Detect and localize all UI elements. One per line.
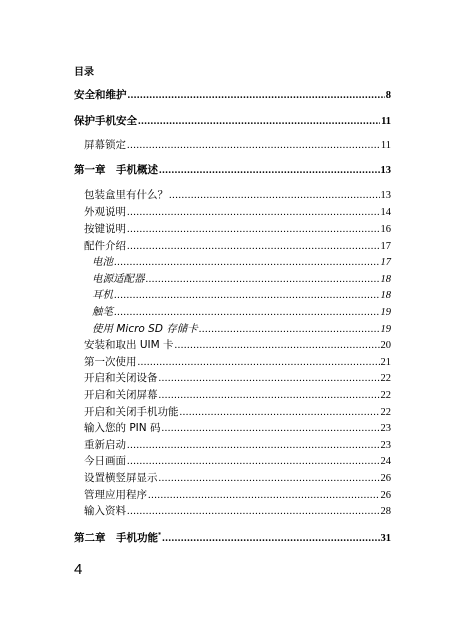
footnote-marker: * xyxy=(158,531,162,539)
toc-entry-label: 屏幕锁定 xyxy=(84,139,126,151)
toc-leader-dots xyxy=(159,471,380,486)
toc-leader-dots xyxy=(127,205,380,220)
toc-entry[interactable] xyxy=(92,305,391,320)
toc-entry[interactable] xyxy=(84,488,391,503)
toc-entry-page: 19 xyxy=(380,307,391,318)
toc-entry-label: 按键说明 xyxy=(84,223,126,235)
toc-entry-label: 第二章 手机功能* xyxy=(74,531,162,544)
toc-leader-dots xyxy=(169,188,380,203)
toc-entry[interactable] xyxy=(74,531,391,546)
toc-leader-dots xyxy=(138,114,380,129)
toc-entry-label: 第一次使用 xyxy=(84,356,137,368)
toc-entry[interactable] xyxy=(84,371,391,386)
toc-entry[interactable] xyxy=(74,163,391,178)
toc-leader-dots xyxy=(159,388,380,403)
toc-entry-page: 13 xyxy=(380,165,391,176)
toc-leader-dots xyxy=(159,371,380,386)
toc-entry[interactable] xyxy=(84,438,391,453)
toc-entry[interactable] xyxy=(84,454,391,469)
toc-entry-page: 8 xyxy=(385,90,391,101)
toc-leader-dots xyxy=(175,338,380,353)
toc-entry[interactable] xyxy=(84,355,391,370)
toc-entry-page: 26 xyxy=(380,473,391,484)
toc-entry-label: 开启和关闭屏幕 xyxy=(84,389,158,401)
toc-entry-label: 电池 xyxy=(92,256,113,268)
toc-leader-dots xyxy=(148,488,380,503)
toc-entry-label: 耳机 xyxy=(92,289,113,301)
toc-leader-dots xyxy=(138,355,380,370)
toc-leader-dots xyxy=(127,438,380,453)
toc-entry-page: 31 xyxy=(380,533,391,544)
toc-entry-page: 22 xyxy=(380,407,391,418)
toc-leader-dots xyxy=(199,322,380,337)
toc-entry-page: 23 xyxy=(380,423,391,434)
toc-entry[interactable] xyxy=(84,421,391,436)
toc-entry-page: 18 xyxy=(380,274,391,285)
toc-entry-label: 重新启动 xyxy=(84,439,126,451)
page-number: 4 xyxy=(74,561,83,578)
toc-entry-page: 18 xyxy=(380,290,391,301)
toc-entry-page: 19 xyxy=(380,324,391,335)
toc-entry-page: 24 xyxy=(380,456,391,467)
toc-entry-label: 安全和维护 xyxy=(74,89,127,101)
toc-entry[interactable] xyxy=(74,114,391,129)
toc-entry-label: 设置横竖屏显示 xyxy=(84,472,158,484)
toc-leader-dots xyxy=(127,504,380,519)
toc-entry-page: 28 xyxy=(380,506,391,517)
toc-leader-dots xyxy=(162,531,379,546)
toc-entry-page: 23 xyxy=(380,440,391,451)
toc-entry-label: 开启和关闭手机功能 xyxy=(84,406,179,418)
toc-entry[interactable] xyxy=(92,272,391,287)
toc-entry[interactable] xyxy=(84,188,391,203)
toc-entry[interactable] xyxy=(84,239,391,254)
toc-entry-label: 使用 Micro SD 存储卡 xyxy=(92,323,198,335)
toc-leader-dots xyxy=(127,138,380,153)
toc-entry-page: 16 xyxy=(380,224,391,235)
toc-entry-page: 17 xyxy=(380,257,391,268)
toc-leader-dots xyxy=(114,288,380,303)
toc-entry-label: 输入资料 xyxy=(84,505,126,517)
toc-entry-label: 今日画面 xyxy=(84,455,126,467)
toc-entry-label: 保护手机安全 xyxy=(74,115,137,127)
toc-entry-page: 20 xyxy=(380,340,391,351)
toc-entry-label: 管理应用程序 xyxy=(84,489,147,501)
toc-entry[interactable] xyxy=(84,504,391,519)
toc-entry[interactable] xyxy=(84,471,391,486)
toc-entry[interactable] xyxy=(84,138,391,153)
toc-entry-page: 14 xyxy=(380,207,391,218)
toc-entry-page: 11 xyxy=(381,116,391,127)
toc-leader-dots xyxy=(161,421,379,436)
toc-entry[interactable] xyxy=(84,405,391,420)
toc-leader-dots xyxy=(127,239,380,254)
toc-entry-page: 21 xyxy=(380,357,391,368)
toc-entry-label: 外观说明 xyxy=(84,206,126,218)
toc-entry[interactable] xyxy=(92,322,391,337)
toc-entry[interactable] xyxy=(74,88,391,103)
toc-entry-page: 26 xyxy=(380,490,391,501)
toc-heading: 目录 xyxy=(74,67,94,78)
toc-entry-page: 13 xyxy=(380,190,391,201)
toc-entry[interactable] xyxy=(84,388,391,403)
toc-leader-dots xyxy=(114,305,380,320)
toc-entry[interactable] xyxy=(84,222,391,237)
toc-entry-label: 包装盒里有什么？ xyxy=(84,189,168,201)
toc-leader-dots xyxy=(127,454,380,469)
toc-entry[interactable] xyxy=(84,338,391,353)
toc-leader-dots xyxy=(146,272,380,287)
toc-entry[interactable] xyxy=(92,288,391,303)
toc-entry-page: 17 xyxy=(380,241,391,252)
toc-entry-label: 开启和关闭设备 xyxy=(84,372,158,384)
toc-entry-label: 电源适配器 xyxy=(92,273,145,285)
toc-entry-label: 配件介绍 xyxy=(84,240,126,252)
toc-leader-dots xyxy=(128,88,385,103)
toc-entry-label: 触笔 xyxy=(92,306,113,318)
toc-entry-page: 11 xyxy=(380,140,391,151)
toc-entry-page: 22 xyxy=(380,373,391,384)
toc-leader-dots xyxy=(114,255,380,270)
toc-leader-dots xyxy=(127,222,380,237)
toc-entry-label: 输入您的 PIN 码 xyxy=(84,422,161,434)
toc-entry-label: 第一章 手机概述 xyxy=(74,164,158,176)
toc-entry[interactable] xyxy=(92,255,391,270)
toc-leader-dots xyxy=(159,163,380,178)
toc-entry-page: 22 xyxy=(380,390,391,401)
toc-entry[interactable] xyxy=(84,205,391,220)
toc-entry-label: 安装和取出 UIM 卡 xyxy=(84,339,174,351)
toc-leader-dots xyxy=(180,405,380,420)
